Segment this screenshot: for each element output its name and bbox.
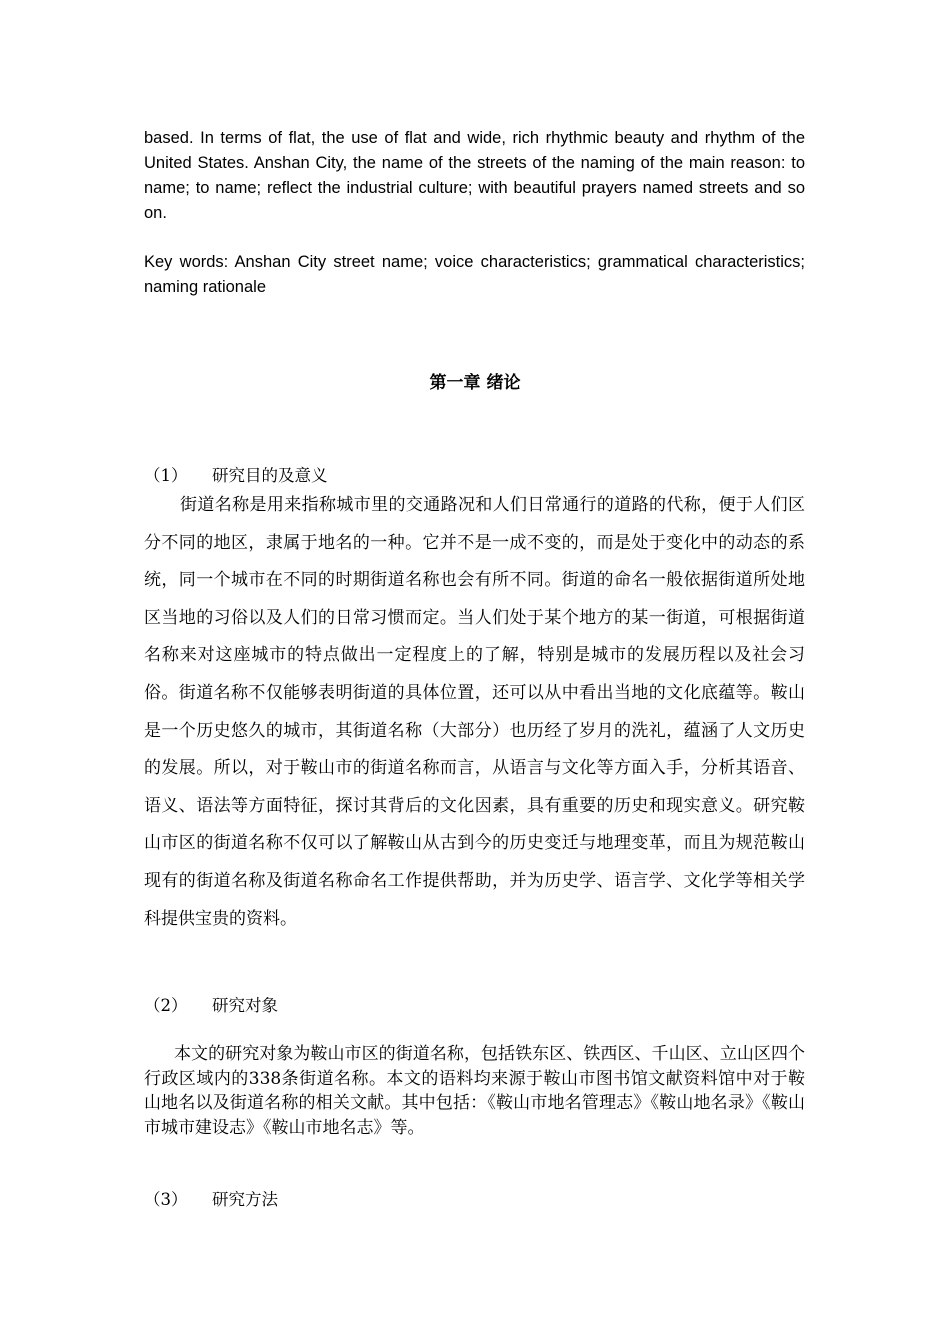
section-heading-3 — [144, 1188, 278, 1212]
section-title: 研究目的及意义 — [212, 466, 328, 485]
section-heading-2 — [144, 994, 278, 1018]
chapter-title: 第一章 绪论 — [429, 373, 521, 393]
section-number: （1） — [144, 466, 188, 485]
section-number: （3） — [144, 1190, 188, 1209]
section-body-1: 街道名称是用来指称城市里的交通路况和人们日常通行的道路的代称，便于人们区分不同的地区，隶属于地名的一种。它并不是一成不变的，而是处于变化中的动态的系统，同一个城市在不同的时期街道名称也会有所不同。街道的命名一般依据街道所处地区当地的习俗以及人们的日常习惯而定。当人们处于某个地方的某一街道，可根据街道名称来对这座城市的特点做出一定程度上的了解，特别是城市的发展历程以及社会习俗。街道名称不仅能够表明街道的具体位置，还可以从中看出当地的文化底蕴等。鞍山是一个历史悠久的城市，其街道名称（大部分）也历经了岁月的洗礼，蕴涵了人文历史的发展。所以，对于鞍山市的街道名称而言，从语言与文化等方面入手，分析其语音、语义、语法等方面特征，探讨其背后的文化因素，具有重要的历史和现实意义。研究鞍山市区的街道名称不仅可以了解鞍山从古到今的历史变迁与地理变革，而且为规范鞍山现有的街道名称及街道名称命名工作提供帮助，并为历史学、语言学、文化学等相关学科提供宝贵的资料。 — [144, 495, 805, 929]
section-heading-1 — [144, 464, 328, 488]
section-title: 研究方法 — [212, 1190, 278, 1209]
abstract-paragraph: based. In terms of flat, the use of flat and wide, rich rhythmic beauty and rhythm of the United States. Anshan City, the name of the streets of the naming of the main reason: to name; to name; reflect the industrial culture; with beautiful prayers named streets and so on. — [144, 129, 805, 222]
keywords-paragraph: Key words: Anshan City street name; voice characteristics; grammatical characteristics; naming rationale — [144, 253, 805, 296]
section-body-2: 本文的研究对象为鞍山市区的街道名称，包括铁东区、铁西区、千山区、立山区四个行政区域内的338条街道名称。本文的语料均来源于鞍山市图书馆文献资料馆中对于鞍山地名以及街道名称的相关文献。其中包括：《鞍山市地名管理志》《鞍山地名录》《鞍山市城市建设志》《鞍山市地名志》等。 — [144, 1044, 805, 1138]
section-number: （2） — [144, 996, 188, 1015]
section-title: 研究对象 — [212, 996, 278, 1015]
